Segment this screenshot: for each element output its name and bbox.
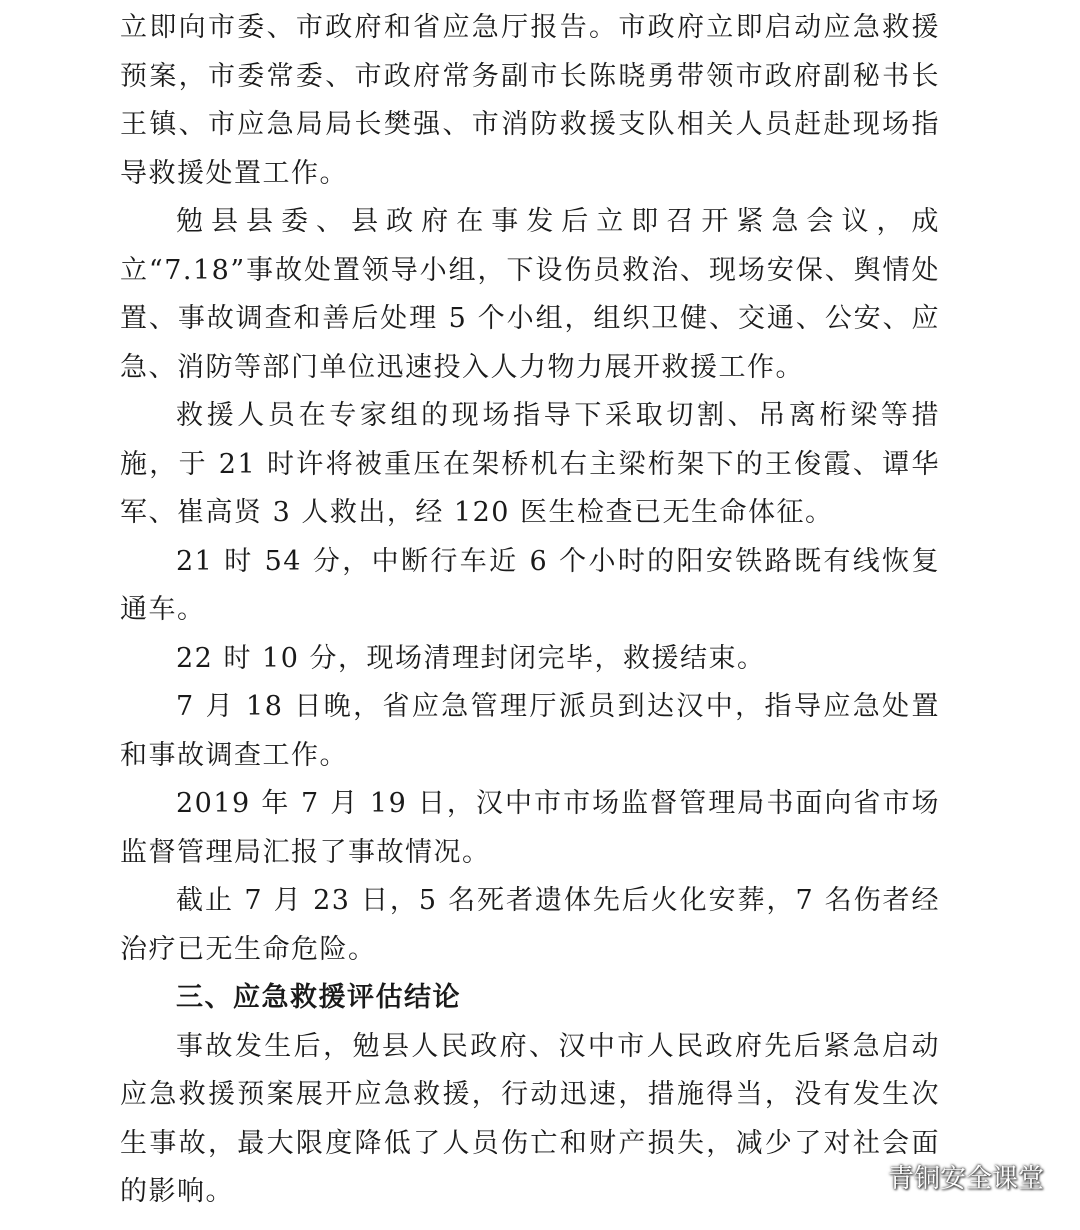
paragraph-3: 救援人员在专家组的现场指导下采取切割、吊离桁梁等措施，于 21 时许将被重压在架桥机右主梁桁架下的王俊霞、谭华军、崔高贤 3 人救出，经 120 医生检查已无生命体征。 bbox=[120, 400, 940, 528]
paragraph-4: 21 时 54 分，中断行车近 6 个小时的阳安铁路既有线恢复通车。 bbox=[120, 545, 940, 625]
watermark bbox=[844, 1157, 1044, 1196]
section-heading: 三、应急救援评估结论 bbox=[176, 982, 461, 1013]
wechat-icon bbox=[844, 1157, 882, 1196]
paragraph-7: 2019 年 7 月 19 日，汉中市市场监督管理局书面向省市场监督管理局汇报了事故情况。 bbox=[120, 788, 940, 868]
paragraph-6: 7 月 18 日晚，省应急管理厅派员到达汉中，指导应急处置和事故调查工作。 bbox=[120, 691, 940, 771]
paragraph-2: 勉县县委、县政府在事发后立即召开紧急会议，成立“7.18”事故处置领导小组，下设伤员救治、现场安保、舆情处置、事故调查和善后处理 5 个小组，组织卫健、交通、公安、应急、消防等部门单位迅速投入人力物力展开救援工作。 bbox=[120, 206, 940, 383]
paragraph-8: 截止 7 月 23 日，5 名死者遗体先后火化安葬，7 名伤者经治疗已无生命危险。 bbox=[120, 885, 940, 965]
paragraph-5: 22 时 10 分，现场清理封闭完毕，救援结束。 bbox=[176, 642, 766, 674]
document-body bbox=[120, 4, 940, 1217]
conclusion-paragraph: 事故发生后，勉县人民政府、汉中市人民政府先后紧急启动应急救援预案展开应急救援，行动迅速，措施得当，没有发生次生事故，最大限度降低了人员伤亡和财产损失，减少了对社会面的影响。 bbox=[120, 1030, 940, 1207]
watermark-text: 青铜安全课堂 bbox=[887, 1164, 1044, 1194]
paragraph-1: 立即向市委、市政府和省应急厅报告。市政府立即启动应急救援预案，市委常委、市政府常务副市长陈晓勇带领市政府副秘书长王镇、市应急局局长樊强、市消防救援支队相关人员赶赴现场指导救援处置工作。 bbox=[120, 12, 940, 189]
